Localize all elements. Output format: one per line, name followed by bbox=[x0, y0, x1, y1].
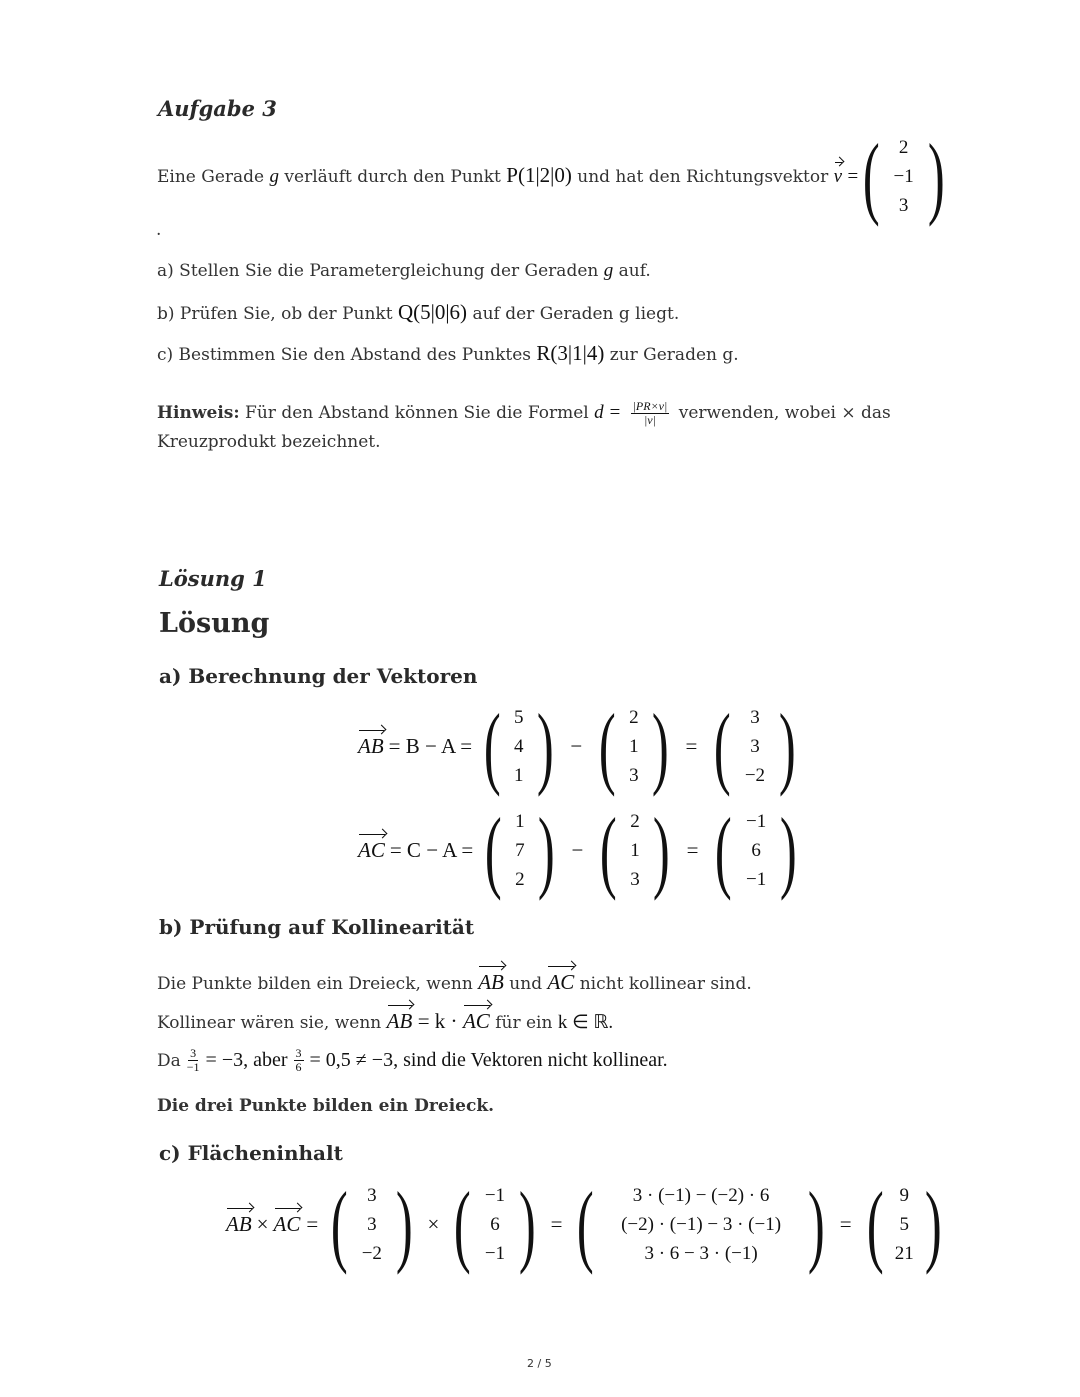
task-heading: Aufgabe 3 bbox=[158, 96, 277, 121]
solution-label: Lösung 1 bbox=[159, 566, 267, 591]
item-a-math: g bbox=[603, 260, 614, 281]
eq-ac-v2: ( 2 1 3 ) bbox=[600, 799, 670, 901]
hint-frac-num: |PR×v| bbox=[632, 399, 668, 413]
hint-label: Hinweis: bbox=[157, 403, 240, 423]
item-c-suffix: zur Geraden g. bbox=[609, 345, 739, 365]
b-frac-2: $\frac{3}{6}$ bbox=[295, 1046, 302, 1074]
hint-text-3: Kreuzprodukt bezeichnet. bbox=[157, 432, 381, 452]
eq-ac-eq: = bbox=[686, 837, 699, 862]
item-a bbox=[157, 260, 651, 282]
cross-ab: AB bbox=[226, 1211, 252, 1236]
b-line1-ab: AB bbox=[478, 970, 504, 994]
cross-eq3: = bbox=[839, 1211, 852, 1236]
cross-mid: ( 3 · (−1) − (−2) · 6 (−2) · (−1) − 3 · (−1) 3 · 6 − 3 · (−1) ) bbox=[577, 1173, 825, 1275]
b-line2-fuer: für ein bbox=[495, 1013, 553, 1033]
item-a-text: a) Stellen Sie die Parametergleichung der Geraden bbox=[157, 261, 599, 281]
hint-d: d = bbox=[594, 402, 622, 423]
line-g: g bbox=[269, 166, 280, 187]
eq-ab-v1: ( 5 4 1 ) bbox=[483, 695, 554, 797]
b-line1-und: und bbox=[509, 974, 543, 994]
item-b-suffix: auf der Geraden g liegt. bbox=[472, 304, 680, 324]
cross-op: × bbox=[427, 1211, 440, 1236]
hint-text-1: Für den Abstand können Sie die Formel bbox=[245, 403, 589, 423]
part-c-heading: c) Flächeninhalt bbox=[159, 1141, 343, 1165]
b-line2-mid: = k · bbox=[417, 1009, 458, 1033]
b-line3-end: = 0,5 ≠ −3, sind die Vektoren nicht kollinear. bbox=[309, 1049, 668, 1071]
b-line3-mid: = −3, aber bbox=[205, 1049, 288, 1071]
b-line-1 bbox=[157, 970, 752, 995]
cross-eq2: = bbox=[550, 1211, 563, 1236]
v-symbol: v bbox=[833, 166, 843, 187]
solution-title: Lösung bbox=[159, 608, 270, 639]
intro-text-2: verläuft durch den Punkt bbox=[284, 167, 501, 187]
item-b bbox=[157, 300, 679, 325]
item-c bbox=[157, 341, 739, 366]
item-b-math: Q(5|0|6) bbox=[397, 300, 468, 324]
hint-line bbox=[157, 400, 891, 427]
b-line1-end: nicht kollinear sind. bbox=[579, 974, 752, 994]
b-line2-k: k ∈ ℝ. bbox=[557, 1012, 614, 1033]
b-line1-ac: AC bbox=[547, 970, 575, 994]
v-vector: ( 2 −1 3 ) bbox=[862, 125, 945, 227]
b-conclusion: Die drei Punkte bilden ein Dreieck. bbox=[157, 1096, 495, 1116]
v-equals: = bbox=[847, 166, 859, 187]
eq-ac-v1: ( 1 7 2 ) bbox=[485, 799, 555, 901]
page-number: 2 / 5 bbox=[527, 1357, 552, 1370]
b-line-2 bbox=[157, 1009, 613, 1034]
hint-frac-den: |v| bbox=[644, 413, 656, 427]
b-line2-ab: AB bbox=[386, 1009, 413, 1033]
item-a-suffix: auf. bbox=[618, 261, 651, 281]
intro-text-3: und hat den Richtungsvektor bbox=[577, 167, 829, 187]
cross-ac: AC bbox=[273, 1211, 301, 1236]
v-comp-1: 2 bbox=[898, 136, 909, 158]
b-line2-text: Kollinear wären sie, wenn bbox=[157, 1013, 382, 1033]
item-c-text: c) Bestimmen Sie den Abstand des Punktes bbox=[157, 345, 532, 365]
hint-formula bbox=[631, 400, 670, 427]
hint-text-2: verwenden, wobei × das bbox=[678, 403, 891, 423]
stray-dot: . bbox=[156, 220, 162, 240]
vec-ac: AC bbox=[358, 837, 385, 862]
b-frac-1: $\frac{3}{-1}$ bbox=[186, 1046, 200, 1074]
b-line1-text: Die Punkte bilden ein Dreieck, wenn bbox=[157, 974, 473, 994]
b-line2-ac: AC bbox=[462, 1009, 490, 1033]
eq-ac-res: ( −1 6 −1 ) bbox=[715, 799, 797, 901]
intro-text-1: Eine Gerade bbox=[157, 167, 265, 187]
eq-ab-mid: = B − A = bbox=[388, 733, 473, 758]
v-comp-3: 3 bbox=[898, 194, 909, 216]
item-b-text: b) Prüfen Sie, ob der Punkt bbox=[157, 304, 393, 324]
eq-ab-op: − bbox=[570, 733, 583, 758]
cross-res: ( 9 5 21 ) bbox=[866, 1173, 942, 1275]
part-b-heading: b) Prüfung auf Kollinearität bbox=[159, 915, 475, 939]
eq-ab bbox=[358, 695, 803, 797]
eq-ab-eq: = bbox=[685, 733, 698, 758]
b-line3-da: Da bbox=[157, 1050, 181, 1071]
eq-ab-res: ( 3 3 −2 ) bbox=[714, 695, 796, 797]
cross-v1: ( 3 3 −2 ) bbox=[331, 1173, 413, 1275]
b-line-3 bbox=[157, 1047, 668, 1074]
task-intro bbox=[157, 163, 858, 188]
cross-eq1: = bbox=[306, 1211, 319, 1236]
cross-times: × bbox=[256, 1211, 269, 1236]
item-c-math: R(3|1|4) bbox=[536, 341, 605, 365]
eq-ac-mid: = C − A = bbox=[389, 837, 474, 862]
vec-ab: AB bbox=[358, 733, 384, 758]
v-comp-2: −1 bbox=[893, 165, 914, 187]
part-a-heading: a) Berechnung der Vektoren bbox=[159, 664, 478, 688]
eq-ac-op: − bbox=[571, 837, 584, 862]
point-p: P(1|2|0) bbox=[506, 163, 572, 187]
eq-cross bbox=[226, 1173, 949, 1275]
eq-ab-v2: ( 2 1 3 ) bbox=[599, 695, 669, 797]
eq-ac bbox=[358, 799, 804, 901]
cross-v2: ( −1 6 −1 ) bbox=[454, 1173, 536, 1275]
